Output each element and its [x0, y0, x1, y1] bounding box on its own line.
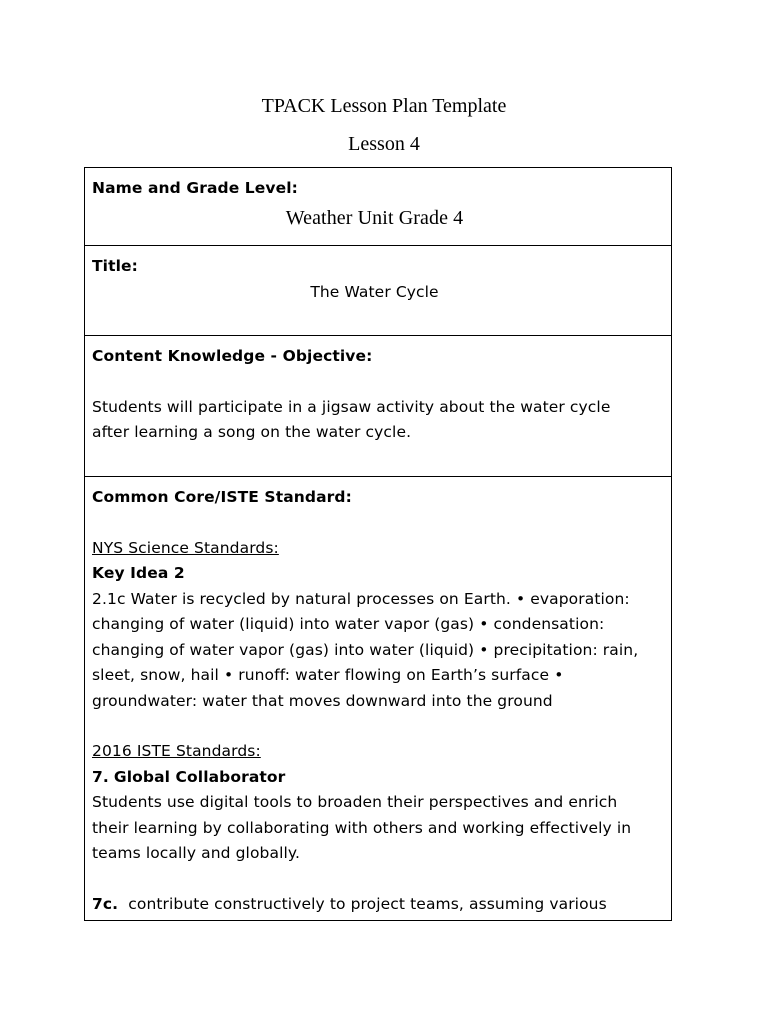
content-knowledge-row [85, 335, 671, 476]
title-value: The Water Cycle [310, 282, 439, 301]
iste-substandard [92, 892, 657, 918]
iste-standard-number: 7. [92, 767, 109, 786]
iste-substandard-label: 7c. [92, 894, 119, 913]
lesson-number: Lesson 4 [348, 133, 420, 155]
nys-standard-line: 2.1c Water is recycled by natural processes on Earth. • evaporation: [92, 589, 630, 608]
standards-row [85, 476, 671, 920]
iste-standard-line: teams locally and globally. [92, 844, 300, 862]
content-knowledge-label: Content Knowledge - Objective: [92, 347, 373, 365]
title-label: Title: [92, 257, 138, 275]
iste-standard-title: Global Collaborator [113, 767, 286, 786]
nys-standards-heading: NYS Science Standards: [92, 538, 279, 557]
iste-standard-line: their learning by collaborating with others and working effectively in [92, 818, 632, 837]
iste-standard-heading [92, 765, 657, 791]
standards-label: Common Core/ISTE Standard: [92, 488, 352, 506]
nys-standard-line: changing of water (liquid) into water vapor (gas) • condensation: [92, 615, 605, 633]
objective-line: after learning a song on the water cycle. [92, 423, 412, 441]
key-idea-heading: Key Idea 2 [92, 564, 185, 582]
name-grade-label: Name and Grade Level: [92, 179, 298, 197]
iste-substandard-text: contribute constructively to project teams, assuming various [128, 894, 607, 913]
objective-line: Students will participate in a jigsaw activity about the water cycle [92, 397, 611, 416]
nys-standard-line: sleet, snow, hail • runoff: water flowing on Earth’s surface • [92, 666, 564, 684]
nys-standard-line: changing of water vapor (gas) into water (liquid) • precipitation: rain, [92, 640, 639, 659]
document-title: TPACK Lesson Plan Template [261, 95, 507, 117]
name-grade-row [85, 168, 671, 245]
lesson-plan-table [84, 167, 672, 921]
name-grade-value: Weather Unit Grade 4 [285, 206, 464, 229]
title-row [85, 245, 671, 335]
nys-standard-line: groundwater: water that moves downward into the ground [92, 691, 553, 710]
iste-standard-line: Students use digital tools to broaden their perspectives and enrich [92, 793, 618, 811]
iste-standards-heading: 2016 ISTE Standards: [92, 742, 261, 760]
